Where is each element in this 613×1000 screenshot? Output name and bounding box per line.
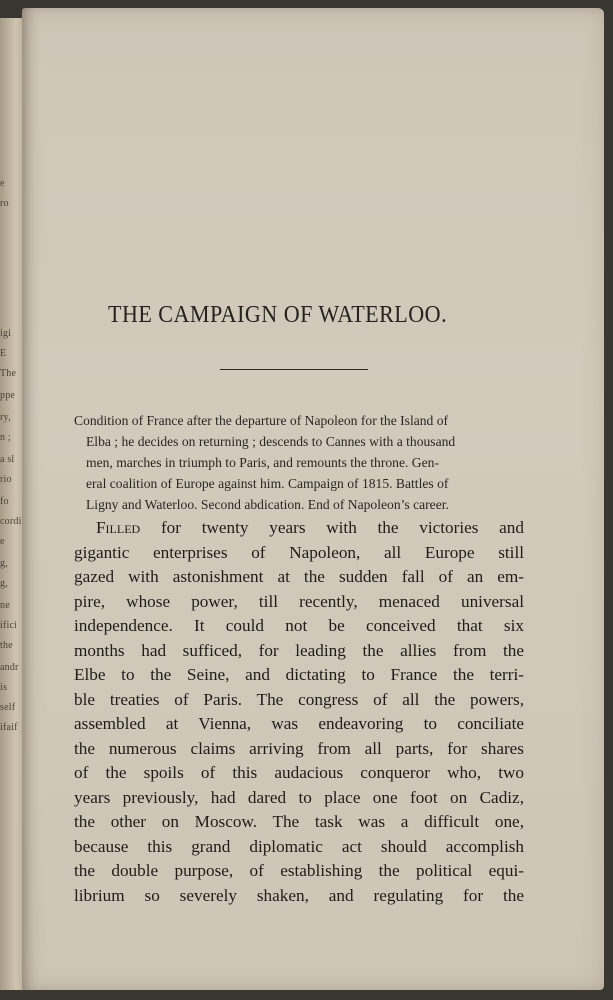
facing-page-fragment: ne bbox=[0, 600, 10, 611]
facing-page-fragment: igi bbox=[0, 328, 12, 339]
facing-page-fragment: ro bbox=[0, 198, 9, 209]
book-page bbox=[22, 8, 604, 990]
body-line: ble treaties of Paris. The congress of all the powers, bbox=[74, 689, 524, 709]
facing-page-fragment: e bbox=[0, 178, 5, 189]
facing-page-fragment: the bbox=[0, 640, 13, 651]
facing-page-fragment: ppe bbox=[0, 390, 16, 401]
synopsis-line: Condition of France after the departure of Napoleon for the Island of bbox=[74, 413, 449, 428]
facing-page-fragment: rio bbox=[0, 474, 12, 485]
facing-page-fragment: The bbox=[0, 368, 17, 379]
facing-page-fragment: ifaif bbox=[0, 722, 18, 733]
chapter-synopsis bbox=[74, 410, 520, 515]
facing-page-fragment: is bbox=[0, 682, 8, 693]
body-line: the other on Moscow. The task was a difficult one, bbox=[74, 812, 524, 831]
facing-page-fragment: e bbox=[0, 536, 5, 547]
body-line: the double purpose, of establishing the political equi- bbox=[74, 861, 524, 880]
chapter-title: THE CAMPAIGN OF WATERLOO. bbox=[108, 302, 448, 328]
body-line: of the spoils of this audacious conqueror who, two bbox=[74, 763, 524, 782]
synopsis-line: men, marches in triumph to Paris, and remounts the throne. Gen- bbox=[86, 455, 439, 470]
body-line: the numerous claims arriving from all parts, for shares bbox=[74, 738, 524, 758]
facing-page-fragment: cordi bbox=[0, 516, 22, 527]
synopsis-line: Elba ; he decides on returning ; descends to Cannes with a thousand bbox=[86, 434, 456, 449]
facing-page-fragment: andr bbox=[0, 662, 19, 673]
facing-page-fragment: self bbox=[0, 702, 16, 713]
facing-page-fragment: ry, bbox=[0, 412, 11, 423]
synopsis-line: eral coalition of Europe against him. Campaign of 1815. Battles of bbox=[86, 476, 449, 491]
body-line: years previously, had dared to place one foot on Cadiz, bbox=[74, 787, 524, 807]
body-line: because this grand diplomatic act should accomplish bbox=[74, 836, 524, 856]
opening-word: Filled bbox=[96, 518, 141, 537]
body-text bbox=[74, 516, 524, 908]
facing-page-fragment: ifici bbox=[0, 620, 18, 631]
body-line: independence. It could not be conceived that six bbox=[74, 616, 524, 635]
opening-line-rest: for twenty years with the victories and bbox=[140, 518, 524, 537]
body-line bbox=[74, 516, 524, 541]
body-line: assembled at Vienna, was endeavoring to conciliate bbox=[74, 714, 524, 733]
title-divider bbox=[220, 369, 368, 370]
facing-page-fragment: n ; bbox=[0, 432, 11, 443]
facing-page-fragment: E bbox=[0, 348, 7, 359]
body-line: gigantic enterprises of Napoleon, all Europe still bbox=[74, 542, 524, 562]
body-line: gazed with astonishment at the sudden fall of an em- bbox=[74, 567, 524, 586]
synopsis-line: Ligny and Waterloo. Second abdication. End of Napoleon’s career. bbox=[86, 497, 449, 512]
facing-page-fragment: fo bbox=[0, 496, 9, 507]
body-line: librium so severely shaken, and regulating for the bbox=[74, 885, 524, 905]
facing-page-fragment: a sl bbox=[0, 454, 15, 465]
facing-page-fragment: g, bbox=[0, 558, 8, 569]
body-line: months had sufficed, for leading the allies from the bbox=[74, 640, 524, 660]
facing-page-fragment: g, bbox=[0, 578, 8, 589]
body-line: pire, whose power, till recently, menaced universal bbox=[74, 591, 524, 611]
body-line: Elbe to the Seine, and dictating to France the terri- bbox=[74, 665, 524, 684]
